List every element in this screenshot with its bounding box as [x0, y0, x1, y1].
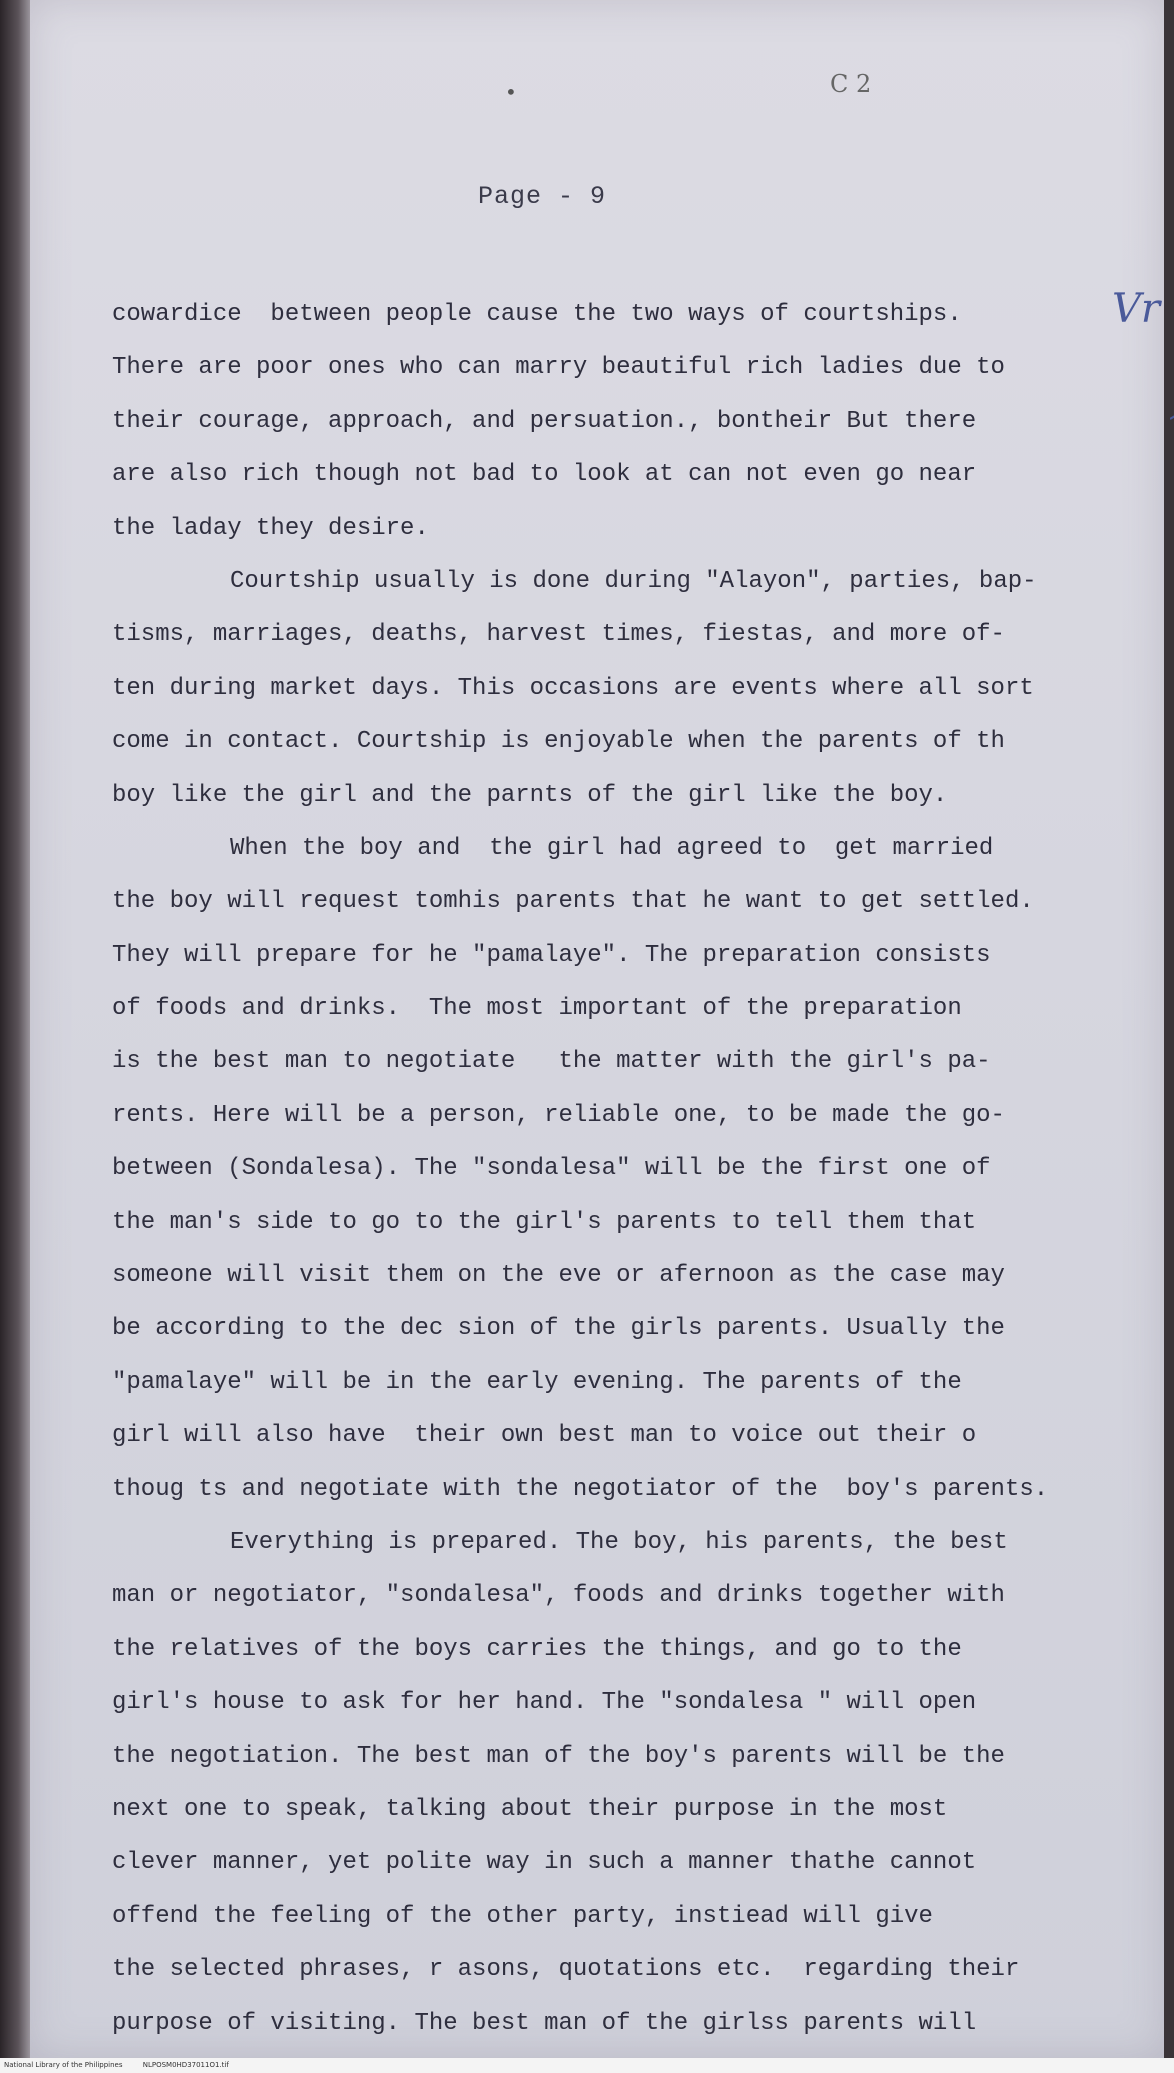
file-identifier: NLPOSM0HD37011O1.tif	[142, 2061, 229, 2069]
text-line: man or negotiator, "sondalesa", foods and drinks together with	[112, 1582, 1005, 1610]
text-line: They will prepare for he "pamalaye". The preparation consists	[112, 941, 991, 969]
corner-note: C 2	[830, 70, 872, 98]
text-line: clever manner, yet polite way in such a manner thathe cannot	[112, 1849, 977, 1877]
text-line: the boy will request tomhis parents that he want to get settled.	[112, 888, 1034, 916]
text-line: thoug ts and negotiate with the negotiator of the boy's parents.	[112, 1475, 1049, 1503]
text-line: is the best man to negotiate the matter with the girl's pa-	[112, 1048, 991, 1076]
document-page	[30, 0, 1164, 2058]
text-line: tisms, marriages, deaths, harvest times, fiestas, and more of-	[112, 621, 1005, 649]
text-line: are also rich though not bad to look at can not even go near	[112, 461, 977, 489]
text-line: the negotiation. The best man of the boy's parents will be the	[112, 1742, 1005, 1770]
text-line: ten during market days. This occasions are events where all sort	[112, 674, 1034, 702]
text-line: the relatives of the boys carries the things, and go to the	[112, 1635, 962, 1663]
text-line: purpose of visiting. The best man of the girlss parents will	[112, 2009, 977, 2037]
text-line: When the boy and the girl had agreed to get married	[230, 834, 994, 862]
text-line: cowardice between people cause the two ways of courtships.	[112, 301, 962, 328]
text-line: There are poor ones who can marry beautiful rich ladies due to	[112, 354, 1005, 382]
text-line: be according to the dec sion of the girls parents. Usually the	[112, 1315, 1005, 1343]
text-line: the selected phrases, r asons, quotations etc. regarding their	[112, 1956, 1020, 1984]
text-line: Everything is prepared. The boy, his parents, the best	[230, 1528, 1008, 1556]
text-line: Courtship usually is done during "Alayon", parties, bap-	[230, 567, 1037, 595]
ink-dot-mark: •	[505, 80, 517, 104]
library-name: National Library of the Philippines	[4, 2061, 123, 2069]
text-line: of foods and drinks. The most important of the preparation	[112, 995, 962, 1023]
typed-body-text	[112, 288, 1172, 2050]
text-line: next one to speak, talking about their purpose in the most	[112, 1795, 948, 1823]
scan-footer	[0, 2058, 1174, 2073]
text-line: someone will visit them on the eve or afernoon as the case may	[112, 1262, 1005, 1290]
text-line: girl's house to ask for her hand. The "sondalesa " will open	[112, 1689, 977, 1717]
text-line: the laday they desire.	[112, 514, 429, 542]
text-line: offend the feeling of the other party, instiead will give	[112, 1902, 933, 1930]
page-number: Page - 9	[478, 182, 607, 211]
text-line: "pamalaye" will be in the early evening. The parents of the	[112, 1368, 962, 1396]
text-line: rents. Here will be a person, reliable one, to be made the go-	[112, 1101, 1005, 1129]
text-line: come in contact. Courtship is enjoyable when the parents of th	[112, 728, 1005, 756]
text-line: the man's side to go to the girl's parents to tell them that	[112, 1208, 977, 1236]
binding-edge	[0, 0, 30, 2058]
text-line: their courage, approach, and persuation., bontheir But there	[112, 407, 977, 435]
text-line: between (Sondalesa). The "sondalesa" will be the first one of	[112, 1155, 991, 1183]
text-line: girl will also have their own best man to voice out their o	[112, 1422, 977, 1450]
margin-checkmark: Vr	[1112, 286, 1161, 332]
text-line: boy like the girl and the parnts of the girl like the boy.	[112, 781, 948, 809]
